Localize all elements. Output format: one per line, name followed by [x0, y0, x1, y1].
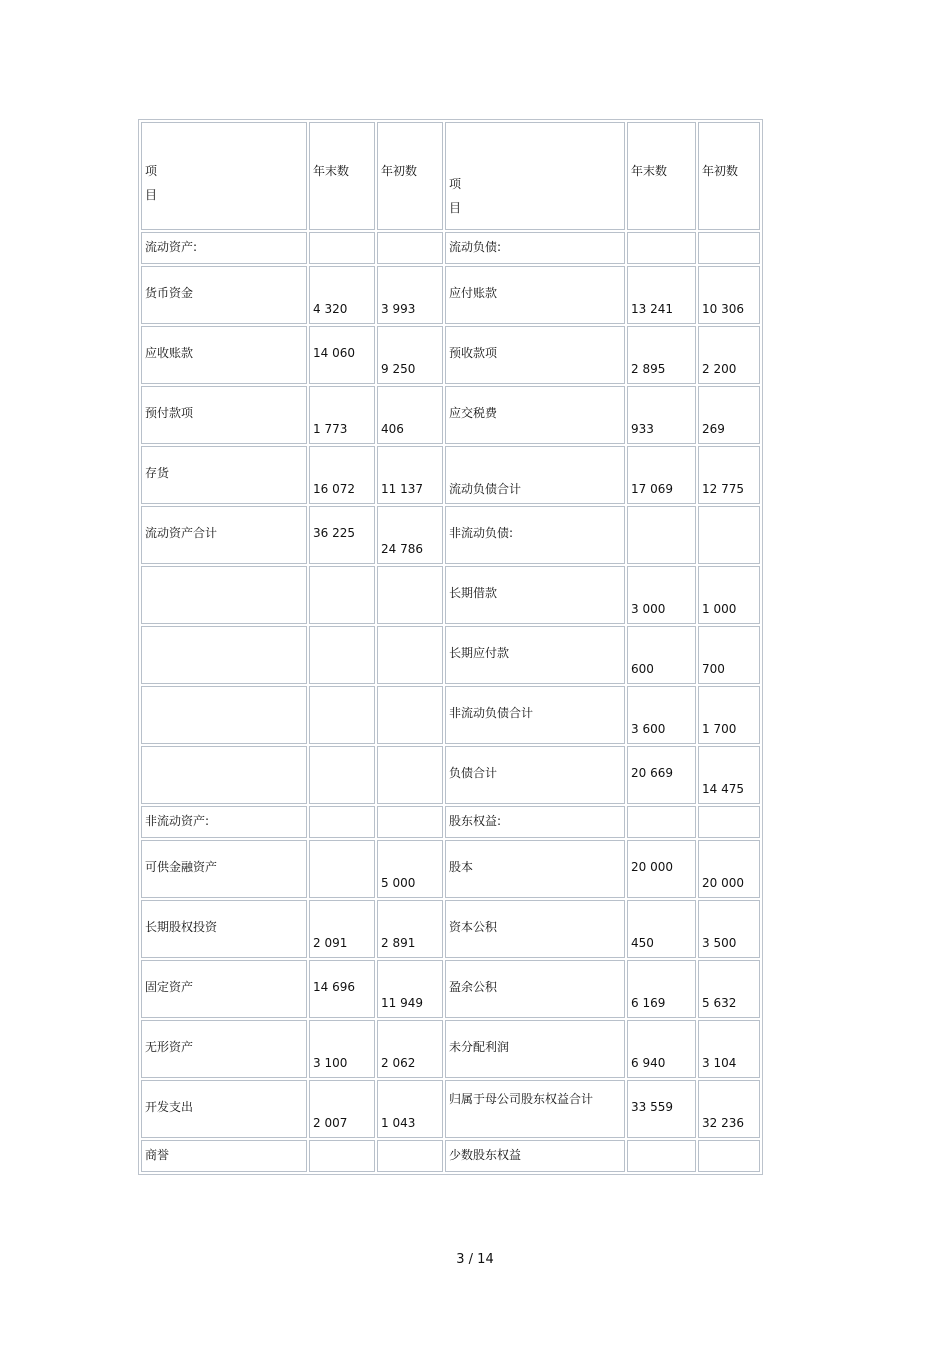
- cell-end-right: [627, 326, 696, 384]
- cell-end-right: [627, 1140, 696, 1172]
- cell-begin-left: [377, 446, 443, 504]
- cell-begin-left: [377, 386, 443, 444]
- cell-end-right: [627, 806, 696, 838]
- header-begin-left-label: 年初数: [381, 164, 418, 178]
- cell-begin-left-text: 1 043: [381, 1116, 416, 1130]
- cell-end-left: [309, 266, 375, 324]
- cell-begin-right-text: 10 306: [702, 302, 744, 316]
- cell-end-right: [627, 446, 696, 504]
- cell-item-right: [445, 686, 625, 744]
- cell-item-left-text: 商誉: [145, 1148, 170, 1162]
- cell-end-left-text: 1 773: [313, 422, 348, 436]
- cell-begin-right: [698, 1140, 760, 1172]
- cell-item-left-text: 流动资产:: [145, 240, 198, 254]
- table-row: [141, 1020, 760, 1078]
- cell-begin-left: [377, 266, 443, 324]
- cell-item-right-text: 流动负债合计: [449, 482, 522, 496]
- table-row: [141, 840, 760, 898]
- header-item-left: [141, 122, 307, 230]
- cell-begin-right-text: 32 236: [702, 1116, 744, 1130]
- cell-item-right: [445, 1140, 625, 1172]
- balance-sheet-table-wrapper: [138, 119, 760, 1175]
- cell-item-right-text: 应付账款: [449, 286, 498, 300]
- balance-sheet-table: [138, 119, 763, 1175]
- cell-item-right-text: 长期借款: [449, 586, 498, 600]
- cell-end-left: [309, 626, 375, 684]
- cell-begin-left: [377, 326, 443, 384]
- table-row: [141, 1080, 760, 1138]
- cell-begin-left-text: 2 891: [381, 936, 416, 950]
- cell-end-left: [309, 840, 375, 898]
- cell-begin-right: [698, 266, 760, 324]
- cell-item-left-text: 无形资产: [145, 1040, 194, 1054]
- cell-end-right-text: 3 000: [631, 602, 666, 616]
- cell-item-right: [445, 900, 625, 958]
- cell-end-left: [309, 386, 375, 444]
- cell-begin-right: [698, 806, 760, 838]
- cell-item-right-text: 应交税费: [449, 406, 498, 420]
- cell-end-right-text: 6 940: [631, 1056, 666, 1070]
- cell-item-left-text: 非流动资产:: [145, 814, 210, 828]
- cell-begin-right: [698, 386, 760, 444]
- table-row: [141, 506, 760, 564]
- cell-end-left: [309, 326, 375, 384]
- cell-item-left: [141, 566, 307, 624]
- cell-end-right-text: 20 669: [631, 766, 673, 780]
- cell-item-left-text: 存货: [145, 466, 170, 480]
- cell-end-left: [309, 960, 375, 1018]
- cell-item-left: [141, 900, 307, 958]
- cell-item-left-text: 固定资产: [145, 980, 194, 994]
- cell-item-left: [141, 960, 307, 1018]
- cell-end-left-text: 36 225: [313, 526, 355, 540]
- cell-end-left-text: 2 091: [313, 936, 348, 950]
- cell-item-right: [445, 840, 625, 898]
- cell-end-left-text: 4 320: [313, 302, 348, 316]
- cell-end-left-text: 3 100: [313, 1056, 348, 1070]
- cell-item-right: [445, 232, 625, 264]
- cell-end-left: [309, 446, 375, 504]
- cell-end-right-text: 600: [631, 662, 654, 676]
- cell-end-right: [627, 566, 696, 624]
- cell-item-right: [445, 566, 625, 624]
- cell-begin-right-text: 700: [702, 662, 725, 676]
- cell-end-right-text: 2 895: [631, 362, 666, 376]
- cell-item-right: [445, 1020, 625, 1078]
- cell-end-left: [309, 1080, 375, 1138]
- cell-begin-right: [698, 626, 760, 684]
- cell-begin-right-text: 1 000: [702, 602, 737, 616]
- cell-end-right: [627, 840, 696, 898]
- table-row: [141, 446, 760, 504]
- table-row: [141, 326, 760, 384]
- cell-end-right: [627, 900, 696, 958]
- header-end-right: [627, 122, 696, 230]
- cell-end-right-text: 933: [631, 422, 654, 436]
- cell-end-left: [309, 1140, 375, 1172]
- cell-end-left: [309, 1020, 375, 1078]
- cell-begin-right-text: 1 700: [702, 722, 737, 736]
- cell-end-left-text: 2 007: [313, 1116, 348, 1130]
- cell-item-left: [141, 1140, 307, 1172]
- cell-item-left: [141, 806, 307, 838]
- cell-item-left: [141, 326, 307, 384]
- cell-begin-left-text: 9 250: [381, 362, 416, 376]
- cell-begin-left: [377, 806, 443, 838]
- cell-begin-left: [377, 626, 443, 684]
- cell-end-right: [627, 746, 696, 804]
- header-end-right-label: 年末数: [631, 164, 668, 178]
- table-row: [141, 266, 760, 324]
- cell-begin-left-text: 2 062: [381, 1056, 416, 1070]
- cell-end-left-text: 14 696: [313, 980, 355, 994]
- cell-item-left: [141, 626, 307, 684]
- cell-begin-right: [698, 746, 760, 804]
- cell-end-right: [627, 1080, 696, 1138]
- cell-begin-right: [698, 1080, 760, 1138]
- cell-item-left-text: 应收账款: [145, 346, 194, 360]
- table-row: [141, 232, 760, 264]
- page-number: 3 / 14: [456, 1252, 494, 1267]
- cell-begin-left: [377, 1020, 443, 1078]
- cell-end-left: [309, 232, 375, 264]
- cell-end-right-text: 3 600: [631, 722, 666, 736]
- header-begin-right: [698, 122, 760, 230]
- cell-item-right-text: 非流动负债:: [449, 526, 514, 540]
- cell-end-right-text: 20 000: [631, 860, 673, 874]
- cell-item-right-text: 股本: [449, 860, 474, 874]
- cell-item-right: [445, 746, 625, 804]
- cell-end-left-text: 16 072: [313, 482, 355, 496]
- cell-item-right-text: 未分配利润: [449, 1040, 510, 1054]
- cell-begin-right: [698, 446, 760, 504]
- cell-begin-right-text: 269: [702, 422, 725, 436]
- cell-end-right: [627, 266, 696, 324]
- cell-begin-right: [698, 686, 760, 744]
- cell-item-left-text: 预付款项: [145, 406, 194, 420]
- cell-begin-left-text: 5 000: [381, 876, 416, 890]
- cell-item-left-text: 开发支出: [145, 1100, 194, 1114]
- cell-begin-right: [698, 506, 760, 564]
- cell-begin-left: [377, 1140, 443, 1172]
- cell-end-right: [627, 386, 696, 444]
- cell-begin-left: [377, 900, 443, 958]
- cell-begin-right-text: 2 200: [702, 362, 737, 376]
- cell-end-right-text: 33 559: [631, 1100, 673, 1114]
- cell-item-left: [141, 1020, 307, 1078]
- cell-item-right: [445, 806, 625, 838]
- cell-item-right-text: 盈余公积: [449, 980, 498, 994]
- cell-item-right-text: 长期应付款: [449, 646, 510, 660]
- cell-end-right: [627, 232, 696, 264]
- cell-begin-right-text: 3 104: [702, 1056, 737, 1070]
- cell-item-right-text: 少数股东权益: [449, 1148, 522, 1162]
- cell-begin-left: [377, 566, 443, 624]
- cell-item-left: [141, 746, 307, 804]
- cell-item-left: [141, 1080, 307, 1138]
- cell-item-left: [141, 686, 307, 744]
- cell-begin-right-text: 5 632: [702, 996, 737, 1010]
- cell-begin-left: [377, 840, 443, 898]
- cell-item-right: [445, 960, 625, 1018]
- table-row: [141, 386, 760, 444]
- cell-begin-left: [377, 960, 443, 1018]
- cell-begin-left: [377, 686, 443, 744]
- table-row: [141, 960, 760, 1018]
- cell-begin-right: [698, 900, 760, 958]
- cell-begin-left: [377, 506, 443, 564]
- table-row: [141, 566, 760, 624]
- cell-item-right: [445, 626, 625, 684]
- header-item-right: [445, 122, 625, 230]
- cell-item-right: [445, 1080, 625, 1138]
- table-row: [141, 686, 760, 744]
- cell-end-left: [309, 506, 375, 564]
- cell-begin-right: [698, 566, 760, 624]
- cell-begin-left-text: 11 137: [381, 482, 423, 496]
- header-item-left-line1: 项: [145, 164, 158, 178]
- cell-end-right: [627, 506, 696, 564]
- cell-begin-right-text: 14 475: [702, 782, 744, 796]
- cell-item-left-text: 货币资金: [145, 286, 194, 300]
- header-begin-right-label: 年初数: [702, 164, 739, 178]
- cell-item-left-text: 流动资产合计: [145, 526, 218, 540]
- cell-end-right: [627, 686, 696, 744]
- cell-end-right-text: 450: [631, 936, 654, 950]
- cell-end-left: [309, 566, 375, 624]
- cell-begin-left-text: 11 949: [381, 996, 423, 1010]
- cell-begin-right-text: 20 000: [702, 876, 744, 890]
- cell-item-right-text: 资本公积: [449, 920, 498, 934]
- cell-begin-left: [377, 232, 443, 264]
- cell-end-left-text: 14 060: [313, 346, 355, 360]
- cell-item-left: [141, 840, 307, 898]
- cell-item-right-text: 负债合计: [449, 766, 498, 780]
- table-row: [141, 626, 760, 684]
- header-end-left: [309, 122, 375, 230]
- cell-item-right-text: 归属于母公司股东权益合计: [449, 1092, 594, 1106]
- cell-begin-left-text: 3 993: [381, 302, 416, 316]
- cell-end-right-text: 17 069: [631, 482, 673, 496]
- cell-end-left: [309, 686, 375, 744]
- cell-end-right: [627, 1020, 696, 1078]
- cell-item-right-text: 预收款项: [449, 346, 498, 360]
- table-row: [141, 1140, 760, 1172]
- cell-item-right: [445, 266, 625, 324]
- table-row: [141, 900, 760, 958]
- cell-begin-right: [698, 960, 760, 1018]
- cell-begin-right-text: 3 500: [702, 936, 737, 950]
- cell-item-left: [141, 506, 307, 564]
- cell-item-right: [445, 506, 625, 564]
- cell-begin-right: [698, 1020, 760, 1078]
- header-item-right-line2: 目: [449, 201, 462, 215]
- header-item-right-line1: 项: [449, 177, 462, 191]
- cell-item-left-text: 长期股权投资: [145, 920, 218, 934]
- cell-begin-left-text: 24 786: [381, 542, 423, 556]
- cell-end-left: [309, 900, 375, 958]
- cell-end-right-text: 13 241: [631, 302, 673, 316]
- cell-end-right: [627, 960, 696, 1018]
- cell-item-left-text: 可供金融资产: [145, 860, 218, 874]
- cell-begin-right-text: 12 775: [702, 482, 744, 496]
- cell-item-right: [445, 386, 625, 444]
- cell-item-left: [141, 446, 307, 504]
- cell-begin-right: [698, 326, 760, 384]
- cell-item-right: [445, 446, 625, 504]
- cell-begin-left: [377, 746, 443, 804]
- cell-item-right: [445, 326, 625, 384]
- cell-item-left: [141, 266, 307, 324]
- cell-item-right-text: 流动负债:: [449, 240, 502, 254]
- cell-begin-right: [698, 840, 760, 898]
- cell-begin-right: [698, 232, 760, 264]
- cell-item-left: [141, 386, 307, 444]
- cell-end-left: [309, 746, 375, 804]
- table-header-row: [141, 122, 760, 230]
- cell-begin-left: [377, 1080, 443, 1138]
- header-item-left-line2: 目: [145, 188, 158, 202]
- cell-begin-left-text: 406: [381, 422, 404, 436]
- header-begin-left: [377, 122, 443, 230]
- cell-item-right-text: 非流动负债合计: [449, 706, 534, 720]
- cell-end-left: [309, 806, 375, 838]
- cell-end-right-text: 6 169: [631, 996, 666, 1010]
- cell-item-right-text: 股东权益:: [449, 814, 502, 828]
- cell-item-left: [141, 232, 307, 264]
- cell-end-right: [627, 626, 696, 684]
- table-row: [141, 746, 760, 804]
- header-end-left-label: 年末数: [313, 164, 350, 178]
- table-row: [141, 806, 760, 838]
